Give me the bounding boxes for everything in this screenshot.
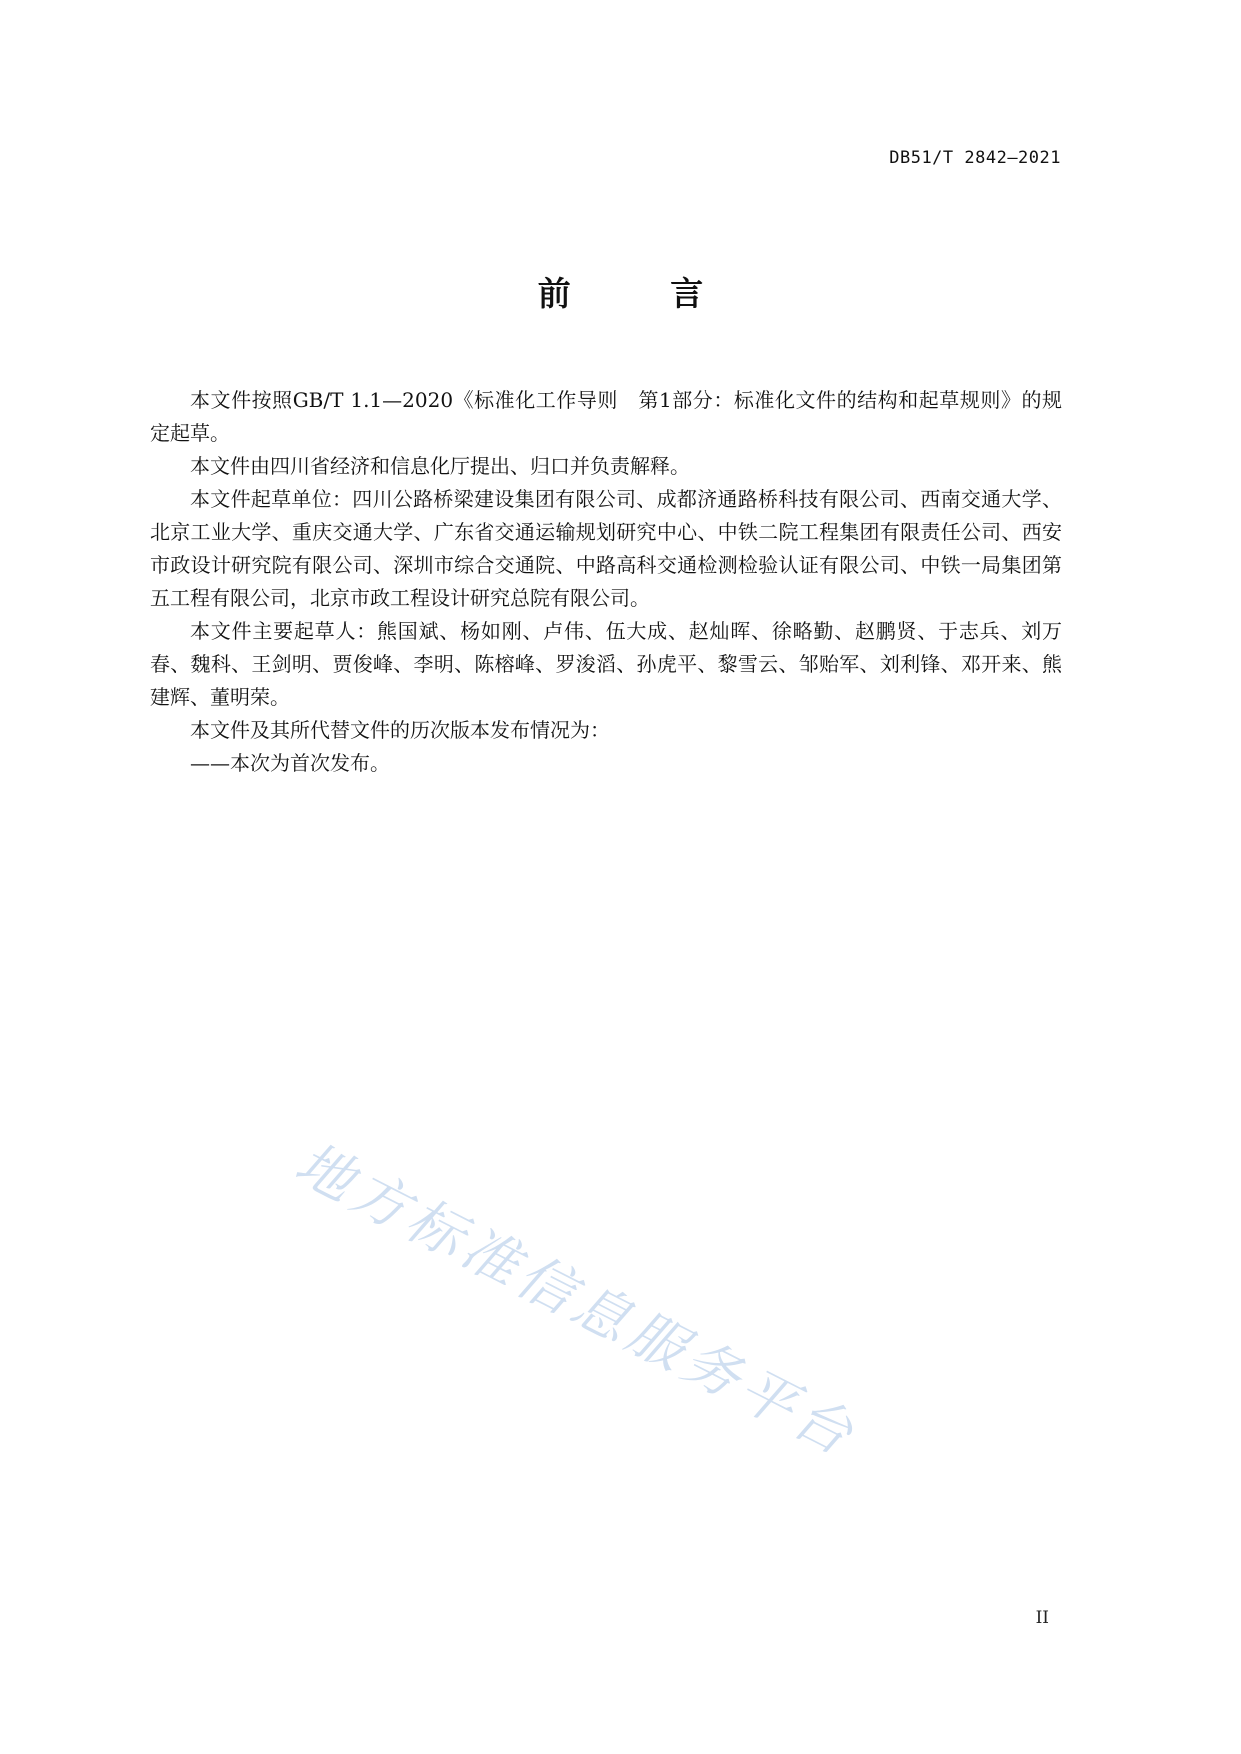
watermark-text: 地方标准信息服务平台 <box>285 1130 867 1471</box>
paragraph-drafters: 本文件主要起草人：熊国斌、杨如刚、卢伟、伍大成、赵灿晖、徐略勤、赵鹏贤、于志兵、刘万春、魏科、王剑明、贾俊峰、李明、陈榕峰、罗浚滔、孙虎平、黎雪云、邹贻军、刘利锋、邓开来、熊建辉、董明荣。 <box>150 619 1062 709</box>
paragraph-first-release: ——本次为首次发布。 <box>190 751 390 775</box>
paragraph-drafting-units: 本文件起草单位：四川公路桥梁建设集团有限公司、成都济通路桥科技有限公司、西南交通大学、北京工业大学、重庆交通大学、广东省交通运输规划研究中心、中铁二院工程集团有限责任公司、西安市政设计研究院有限公司、深圳市综合交通院、中路高科交通检测检验认证有限公司、中铁一局集团第五工程有限公司，北京市政工程设计研究总院有限公司。 <box>150 487 1062 610</box>
page-number: II <box>1035 1608 1049 1628</box>
foreword-body <box>150 384 1062 780</box>
document-code: DB51/T 2842—2021 <box>889 148 1061 168</box>
paragraph-version-history: 本文件及其所代替文件的历次版本发布情况为： <box>190 718 610 742</box>
page-title: 前 言 <box>537 274 748 313</box>
paragraph-drafting-rules: 本文件按照GB/T 1.1—2020《标准化工作导则 第1部分：标准化文件的结构和起草规则》的规定起草。 <box>150 388 1062 445</box>
paragraph-proposer: 本文件由四川省经济和信息化厅提出、归口并负责解释。 <box>190 454 690 478</box>
